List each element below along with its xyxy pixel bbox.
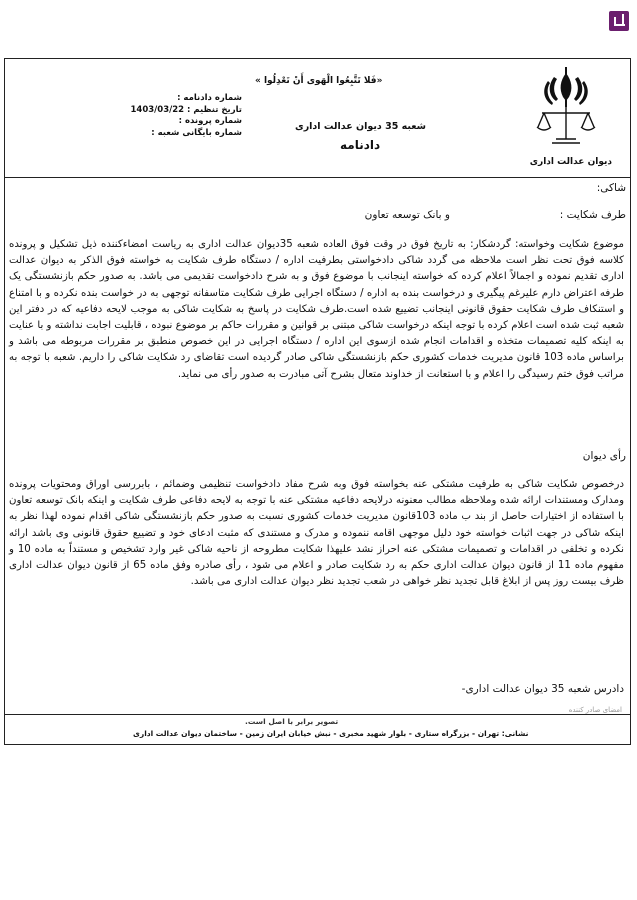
issue-date: تاریخ تنظیم : 1403/03/22 <box>130 104 242 115</box>
quran-verse: «فَلا تَتَّبِعُوا الْهَوى أَنْ تَعْدِلُوا » <box>255 76 383 86</box>
defendant-label: طرف شکایت : <box>559 209 626 221</box>
case-summary: موضوع شکایت وخواسته: گردشکار: به تاریخ فوق در وقت فوق العاده شعبه 35دیوان عدالت اداری به ریاست امضاءکننده ذیل تشکیل و پرونده کلاسه فوق تحت نظر است ملاحظه می گردد شاکی دادخواستی بطرفیت اداره / دستگاه طرف شکایت به خواسته فوق الذکر به دیوان عدالت اداری تقدیم نموده و اجمالاً اعلام کرده که خواسته اینجانب با موضوع فوق و به شرح دادخواست تقدیمی می باشد. به صدور حکم بازنشستگی یک طرفه اعتراض دارم علیرغم پیگیری و درخواست بنده به اداره / دستگاه اجرایی طرف شکایت متاسفانه توجهی به در خواست بنده نکرده و با امتناع و استنکاف طرف شکایت حقوق قانونی اینجانب تضییع شده است.طرف شکایت در پاسخ به شکایت شاکی به موجب لایحه دفاعیه که در دفتر این شعبه ثبت شده است اعلام کرده با توجه اینکه درخواست شاکی مبتنی بر قوانین و مقررات حاکم بر موضوع نبوده ، قابلیت اجابت نداشته و با عنایت به اینکه کلیه تصمیمات متخذه و اقدامات انجام شده ازسوی این اداره / دستگاه اجرایی در این خصوص منطبق بر مقررات مربوطه می باشد و براساس ماده 103 قانون مدیریت خدمات کشوری حکم بازنشستگی شاکی صادر گردیده است تقاضای رد شکایت شاکی را داریم. شعبه با توجه به مراتب فوق ختم رسیدگی را اعلام و با استعانت از خداوند متعال بشرح آتی مبادرت به صدور رأی می نماید. <box>9 239 624 380</box>
court-branch: شعبه 35 دیوان عدالت اداری <box>295 121 426 132</box>
document-footer <box>5 714 630 744</box>
document-frame <box>4 58 631 745</box>
archive-number: شماره بایگانی شعبه : <box>151 127 242 138</box>
document-body <box>5 178 630 744</box>
ruling-number: شماره دادنامه : <box>177 93 242 103</box>
verdict-heading: رأی دیوان <box>582 450 626 462</box>
defendant-value: و بانک توسعه تعاون <box>364 209 450 221</box>
plaintiff-label: شاکی: <box>596 182 626 194</box>
document-meta <box>130 93 242 139</box>
verdict-text: درخصوص شکایت شاکی به طرفیت مشتکی عنه بخواسته فوق وبه شرح مفاد دادخواست تنظیمی وضمائم ، بابررسی اوراق ومحتویات پرونده ومدارک ومستندات ارائه شده وملاحظه مطالب معنونه درلایحه دفاعیه مشتکی عنه با توجه به لایحه دفاعی طرف شکایت و اینکه بانک توسعه تعاون با استفاده از اختیارات حاصل از بند ب ماده 103قانون مدیریت خدمات کشوری نسبت به صدور حکم بازنشستگی شاکی اقدام نموده لهذا نظر به اینکه شاکی در جهت اثبات خواسته خود دلیل موجهی اقامه ننموده و مدرک و مستندی که مثبت ادعای خود و تضییع حقوق قانونی وی باشد ارائه نکرده و تخلفی در اقدامات و تصمیمات مشتکی عنه احراز نشد علیهذا شکایت مطروحه از ناحیه شاکی غیر وارد تشخیص و مستنداً به ماده 10 و مفهوم ماده 11 از قانون دیوان عدالت اداری حکم به رد شکایت صادر و اعلام می شود ، رأی صادره وفق ماده 65 از قانون دیوان عدالت اداری ظرف بیست روز پس از ابلاغ قابل تجدید نظر خواهی در شعب تجدید نظر دیوان عدالت اداری می باشد. <box>9 479 624 588</box>
document-title: دادنامه <box>340 138 381 152</box>
iran-emblem-icon <box>530 67 602 151</box>
court-address: نشانی: تهران - بزرگراه ستاری - بلوار شهید مخبری - نبش خیابان ایران زمین - ساختمان دیوان عدالت اداری <box>133 729 529 738</box>
signer-label: امضای صادر کننده <box>568 706 622 714</box>
document-header <box>5 59 630 178</box>
file-number: شماره پرونده : <box>178 116 242 126</box>
corner-logo-icon <box>609 11 629 31</box>
judge-signature-line: دادرس شعبه 35 دیوان عدالت اداری- <box>461 683 624 695</box>
certification-note: تصویر برابر با اصل است. <box>245 717 339 726</box>
emblem-caption: دیوان عدالت اداری <box>529 157 612 167</box>
